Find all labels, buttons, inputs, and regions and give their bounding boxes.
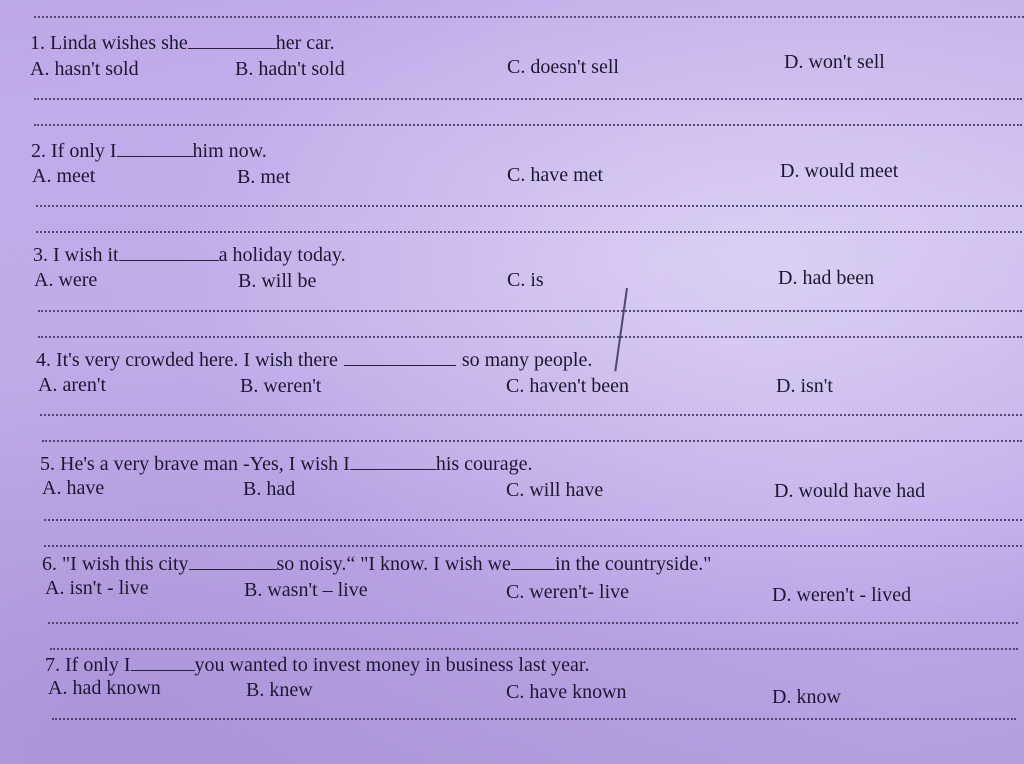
question-2-option-c: C. have met <box>507 164 604 186</box>
question-5-option-d: D. would have had <box>774 480 926 502</box>
question-5-option-a: A. have <box>42 477 105 499</box>
answer-line <box>40 414 1022 416</box>
question-7-option-a: A. had known <box>48 677 161 699</box>
question-7-option-d: D. know <box>772 686 841 708</box>
question-7-blank <box>131 654 195 671</box>
question-6-option-d: D. weren't - lived <box>772 584 912 606</box>
question-6-option-c: C. weren't- live <box>506 581 630 603</box>
question-1 <box>30 31 335 55</box>
answer-line <box>34 98 1022 100</box>
question-1-text-end: her car. <box>275 32 335 54</box>
answer-line <box>34 124 1022 126</box>
question-7 <box>45 653 590 677</box>
question-5 <box>40 452 532 476</box>
question-2-text-start: 2. If only I <box>31 140 117 162</box>
question-2-blank <box>117 140 193 157</box>
question-5-blank <box>350 453 436 470</box>
question-3 <box>33 243 346 267</box>
question-6-option-b: B. wasn't – live <box>244 579 368 601</box>
question-7-option-b: B. knew <box>246 679 313 701</box>
question-6 <box>42 552 711 576</box>
question-5-text-end: his courage. <box>435 453 533 475</box>
question-7-text-start: 7. If only I <box>45 654 131 676</box>
question-1-option-b: B. hadn't sold <box>235 58 345 80</box>
question-4-option-b: B. weren't <box>240 375 322 397</box>
question-1-text-start: 1. Linda wishes she <box>30 32 188 54</box>
answer-line <box>50 648 1018 650</box>
answer-line <box>34 16 1024 18</box>
answer-line <box>36 205 1022 207</box>
answer-line <box>48 622 1018 624</box>
question-1-blank <box>188 32 276 49</box>
question-3-option-b: B. will be <box>238 270 317 292</box>
question-2-option-b: B. met <box>237 166 291 188</box>
question-6-blank-2 <box>511 553 555 570</box>
question-1-option-c: C. doesn't sell <box>507 56 619 78</box>
question-2 <box>31 139 267 163</box>
question-6-text-start: 6. "I wish this city <box>42 553 189 575</box>
question-4 <box>36 348 592 372</box>
question-3-blank <box>119 244 219 261</box>
question-7-text-end: you wanted to invest money in business last year. <box>194 654 590 676</box>
question-3-option-d: D. had been <box>778 267 875 289</box>
question-1-option-a: A. hasn't sold <box>30 58 139 80</box>
question-1-option-d: D. won't sell <box>784 51 885 73</box>
question-3-text-start: 3. I wish it <box>33 244 119 266</box>
question-6-text-middle: so noisy.“ "I know. I wish we <box>276 553 511 575</box>
pen-mark <box>614 288 628 371</box>
question-4-option-c: C. haven't been <box>506 375 630 397</box>
question-3-option-c: C. is <box>507 269 544 291</box>
answer-line <box>38 310 1022 312</box>
question-6-option-a: A. isn't - live <box>45 577 149 599</box>
question-3-option-a: A. were <box>34 269 98 291</box>
question-3-text-end: a holiday today. <box>218 244 346 266</box>
question-2-option-d: D. would meet <box>780 160 899 182</box>
question-5-option-c: C. will have <box>506 479 604 501</box>
question-4-blank <box>344 349 456 366</box>
question-2-option-a: A. meet <box>32 165 96 187</box>
answer-line <box>42 440 1022 442</box>
question-5-option-b: B. had <box>243 478 296 500</box>
question-6-blank-1 <box>189 553 277 570</box>
question-6-text-end: in the countryside." <box>554 553 712 575</box>
question-4-option-a: A. aren't <box>38 374 107 396</box>
answer-line <box>38 336 1022 338</box>
question-7-option-c: C. have known <box>506 681 627 703</box>
answer-line <box>44 519 1022 521</box>
answer-line <box>44 545 1022 547</box>
answer-line <box>36 231 1022 233</box>
question-4-text-start: 4. It's very crowded here. I wish there <box>36 349 338 371</box>
question-5-text-start: 5. He's a very brave man -Yes, I wish I <box>40 453 350 475</box>
question-2-text-end: him now. <box>192 140 267 162</box>
question-4-text-end: so many people. <box>461 349 593 371</box>
question-4-option-d: D. isn't <box>776 375 833 397</box>
answer-line <box>52 718 1016 720</box>
